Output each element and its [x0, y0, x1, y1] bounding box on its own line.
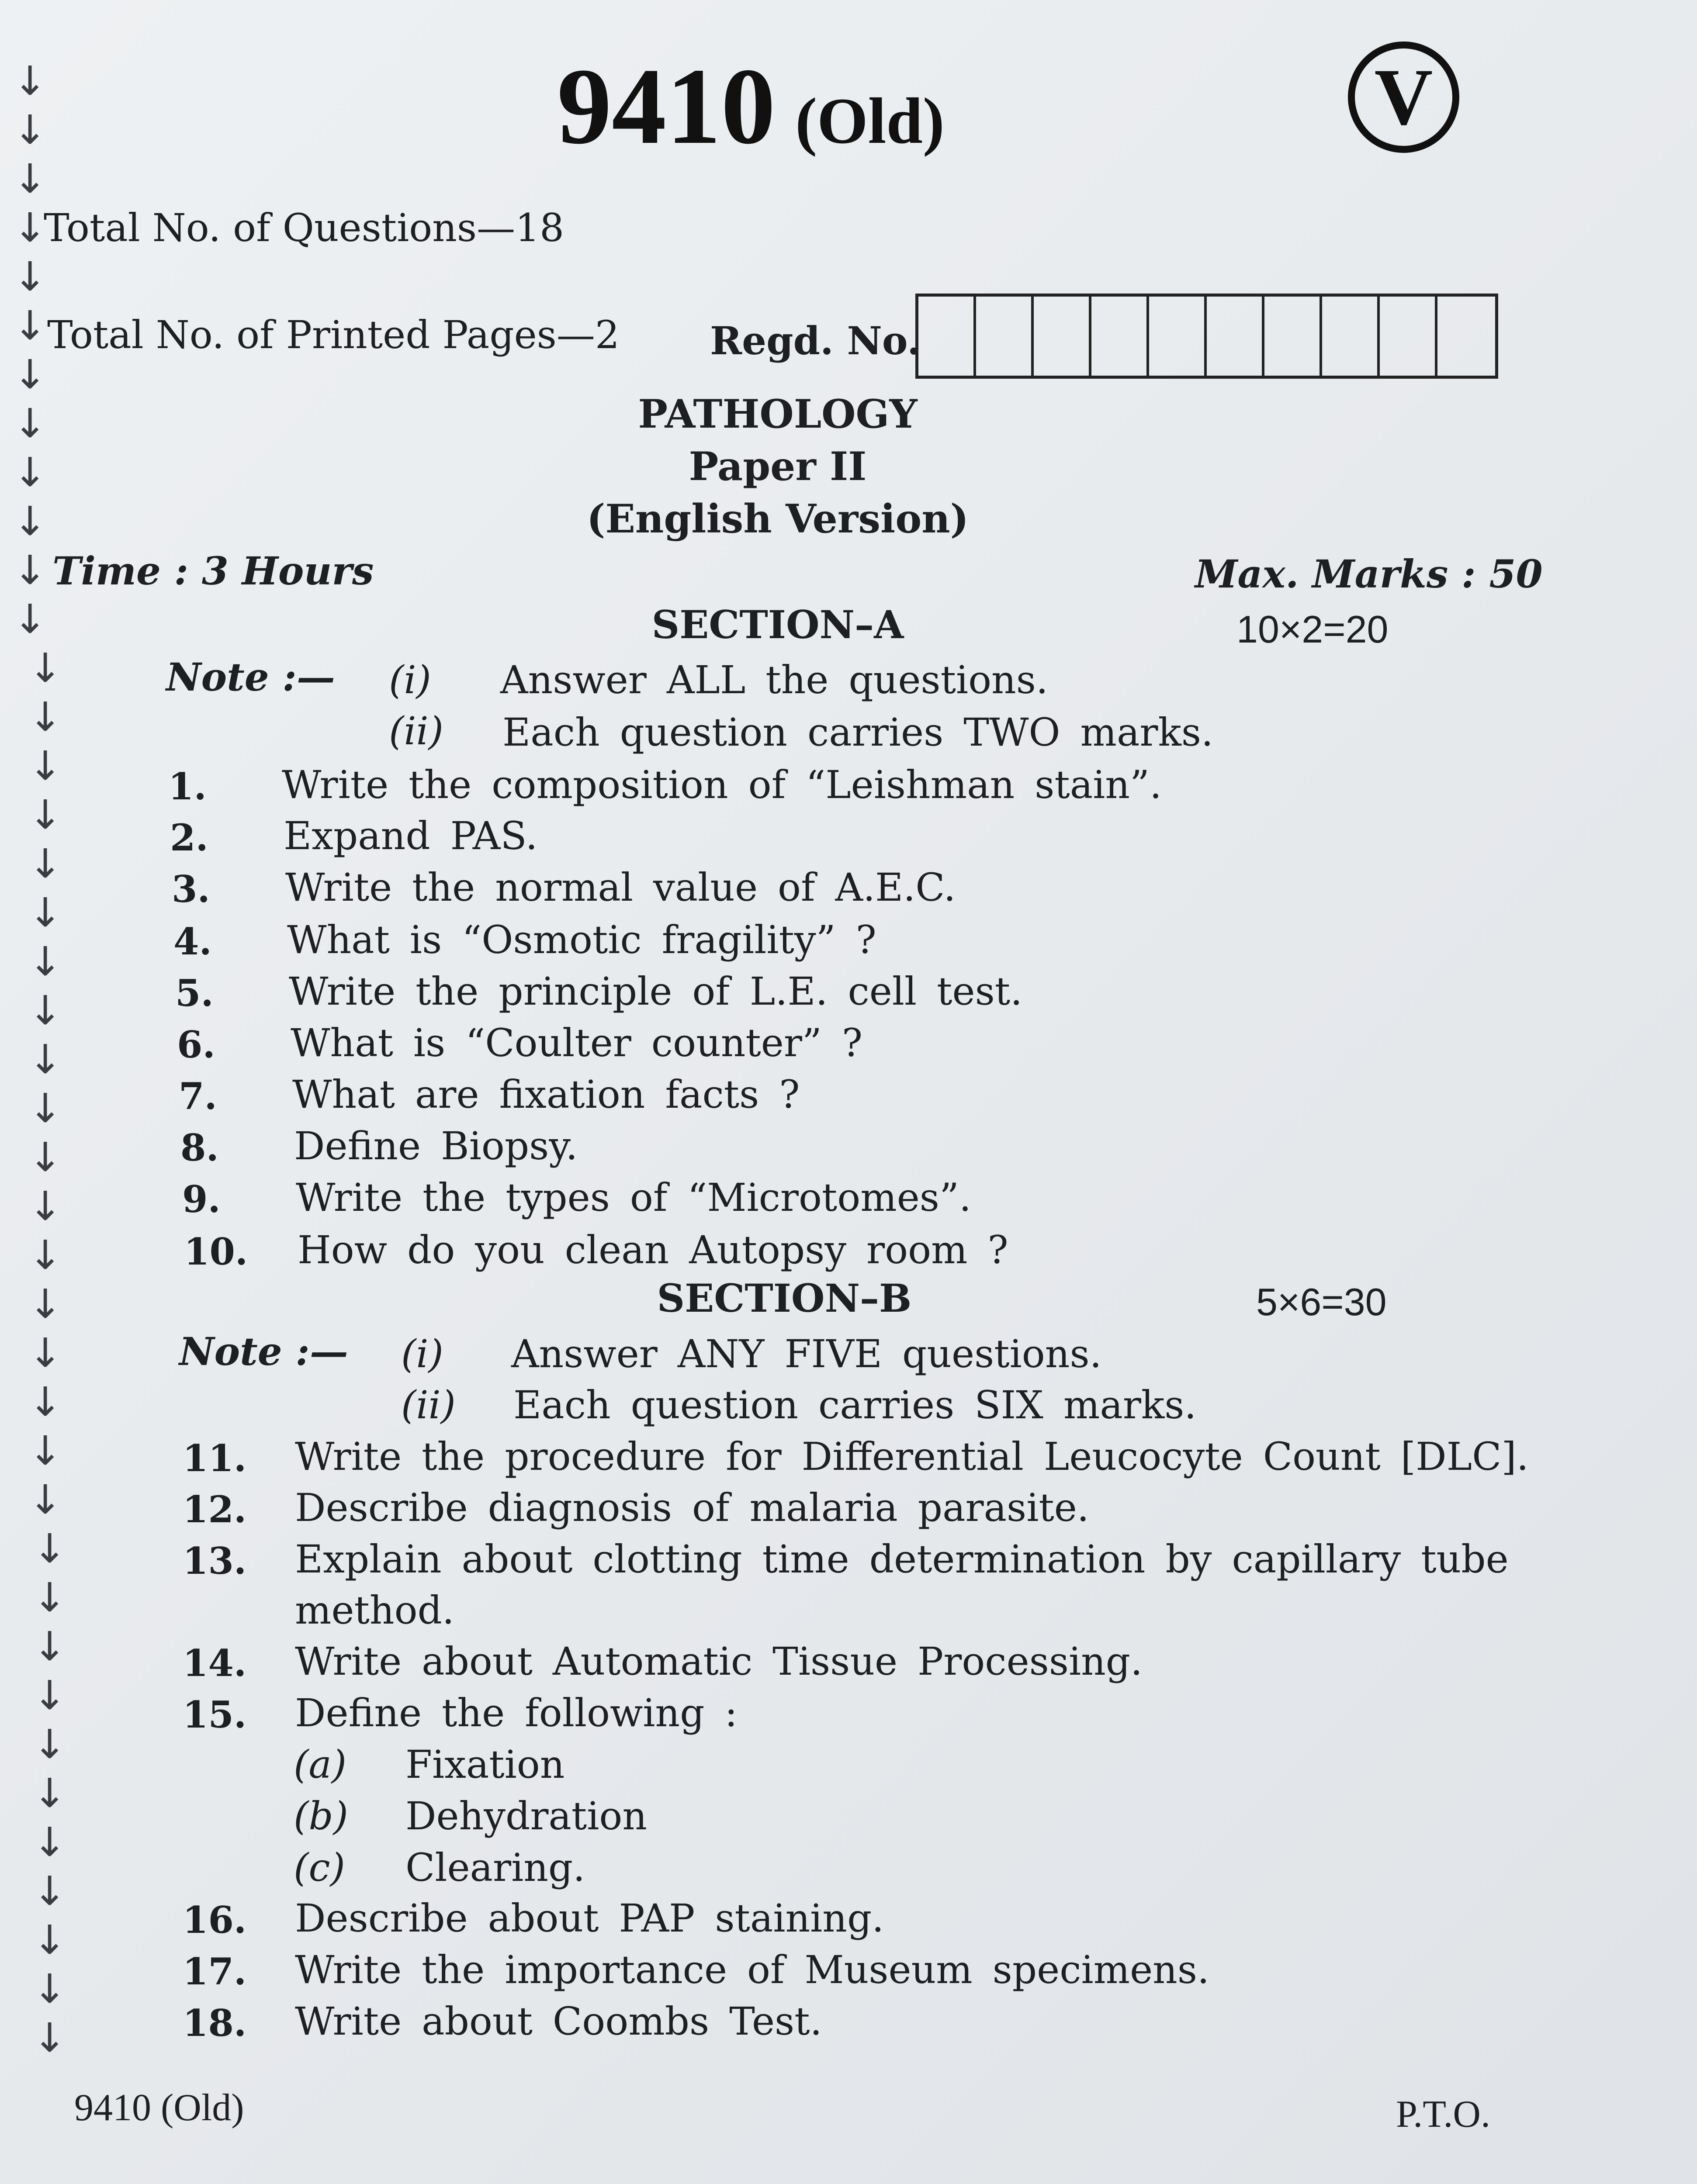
margin-arrow-icon: ↓ [28, 1183, 62, 1230]
margin-arrow-icon: ↓ [28, 840, 62, 887]
margin-arrow-icon: ↓ [13, 107, 47, 153]
section-a-title: SECTION–A [651, 602, 904, 647]
question-text: Write about Coombs Test. [295, 1999, 822, 2044]
margin-arrow-icon: ↓ [28, 1330, 62, 1376]
question-number: 9. [182, 1178, 221, 1221]
margin-arrow-icon: ↓ [13, 596, 47, 643]
question-number: 10. [184, 1230, 248, 1273]
question-number: 1. [168, 765, 207, 808]
margin-arrow-icon: ↓ [13, 58, 47, 104]
margin-arrow-icon: ↓ [28, 645, 62, 691]
question-number: 2. [170, 816, 208, 859]
regd-digit-box[interactable] [1149, 297, 1207, 376]
sub-part-label: (c) [294, 1845, 345, 1890]
question-text: Explain about clotting time determination by capillary tube [295, 1537, 1509, 1582]
question-text: What are fixation facts ? [292, 1072, 800, 1117]
sub-part-text: Dehydration [405, 1794, 648, 1838]
margin-arrow-icon: ↓ [13, 449, 47, 496]
margin-arrow-icon: ↓ [28, 938, 62, 985]
section-a-note-num-2: (ii) [389, 708, 443, 753]
regd-digit-box[interactable] [1034, 297, 1091, 376]
question-text: Expand PAS. [284, 813, 538, 858]
margin-arrow-icon: ↓ [28, 1134, 62, 1181]
subject-title: PATHOLOGY [638, 391, 918, 437]
section-b-marks: 5×6=30 [1256, 1280, 1387, 1324]
question-text: How do you clean Autopsy room ? [298, 1227, 1008, 1272]
margin-arrow-icon: ↓ [13, 204, 47, 251]
question-text: Describe diagnosis of malaria parasite. [295, 1485, 1089, 1530]
question-text: What is “Osmotic fragility” ? [287, 917, 876, 962]
sub-part-text: Clearing. [405, 1845, 585, 1890]
version-language: (English Version) [586, 496, 969, 542]
question-text: Write the principle of L.E. cell test. [289, 969, 1023, 1014]
question-text: Describe about PAP staining. [295, 1896, 884, 1941]
section-b-note-label: Note :— [179, 1329, 348, 1374]
question-text: Write the importance of Museum specimens. [295, 1947, 1209, 1992]
question-number: 6. [177, 1023, 215, 1066]
question-text: Write about Automatic Tissue Processing. [295, 1639, 1143, 1684]
section-a-marks: 10×2=20 [1236, 608, 1389, 651]
sub-part-label: (a) [294, 1742, 347, 1787]
margin-arrow-icon: ↓ [33, 1819, 67, 1866]
margin-arrow-icon: ↓ [33, 1525, 67, 1572]
margin-arrow-icon: ↓ [28, 1476, 62, 1523]
margin-arrow-icon: ↓ [33, 1770, 67, 1817]
question-number: 4. [173, 920, 212, 963]
paper-suffix: (Old) [795, 85, 945, 157]
margin-arrow-icon: ↓ [13, 156, 47, 202]
version-mark-circle [1348, 41, 1459, 153]
margin-arrow-icon: ↓ [33, 1917, 67, 1963]
margin-arrow-icon: ↓ [28, 1427, 62, 1474]
section-b-note-text-2: Each question carries SIX marks. [513, 1382, 1197, 1427]
question-number: 8. [180, 1126, 219, 1169]
margin-arrow-icon: ↓ [28, 1232, 62, 1279]
question-number: 7. [179, 1075, 217, 1118]
margin-arrow-icon: ↓ [33, 1623, 67, 1670]
regd-digit-box[interactable] [976, 297, 1034, 376]
question-text: Write the normal value of A.E.C. [285, 865, 956, 910]
question-number: 16. [183, 1898, 247, 1942]
time-allowed: Time : 3 Hours [52, 548, 374, 594]
section-b-note-num-2: (ii) [401, 1382, 456, 1427]
margin-arrow-icon: ↓ [28, 987, 62, 1034]
footer-code: 9410 (Old) [74, 2087, 244, 2129]
question-text: Write the types of “Microtomes”. [296, 1175, 971, 1220]
regd-digit-box[interactable] [1380, 297, 1437, 376]
sub-part-text: Fixation [405, 1742, 565, 1787]
question-number: 17. [183, 1950, 247, 1993]
question-number: 14. [183, 1641, 247, 1685]
question-number: 11. [183, 1437, 247, 1480]
paper-code-title [557, 44, 945, 169]
margin-arrow-icon: ↓ [28, 1281, 62, 1327]
max-marks: Max. Marks : 50 [1195, 551, 1543, 597]
margin-arrow-icon: ↓ [28, 743, 62, 789]
question-number: 15. [183, 1693, 247, 1736]
margin-arrow-icon: ↓ [28, 694, 62, 740]
margin-arrow-icon: ↓ [28, 791, 62, 838]
section-b-title: SECTION–B [657, 1275, 912, 1321]
paper-code: 9410 [557, 46, 776, 167]
margin-arrow-icon: ↓ [13, 302, 47, 349]
version-mark: V [1374, 52, 1433, 142]
regd-number-boxes[interactable] [915, 294, 1498, 379]
regd-digit-box[interactable] [1207, 297, 1264, 376]
regd-digit-box[interactable] [1437, 297, 1495, 376]
question-text: Define Biopsy. [294, 1123, 578, 1168]
margin-arrow-icon: ↓ [13, 351, 47, 398]
regd-digit-box[interactable] [1264, 297, 1322, 376]
section-a-note-text-2: Each question carries TWO marks. [502, 710, 1213, 755]
regd-digit-box[interactable] [1322, 297, 1380, 376]
section-a-note-label: Note :— [166, 654, 335, 700]
margin-arrow-icon: ↓ [33, 1721, 67, 1768]
section-b-note-num-1: (i) [401, 1331, 443, 1376]
margin-arrow-icon: ↓ [33, 2015, 67, 2061]
margin-arrow-icon: ↓ [13, 400, 47, 447]
margin-arrow-icon: ↓ [28, 1085, 62, 1132]
margin-arrow-icon: ↓ [33, 1574, 67, 1621]
margin-arrow-icon: ↓ [13, 547, 47, 594]
question-text: Define the following : [295, 1690, 738, 1735]
question-number: 12. [183, 1488, 247, 1531]
margin-arrow-icon: ↓ [13, 253, 47, 300]
q13-continuation: method. [295, 1588, 454, 1633]
regd-digit-box[interactable] [918, 297, 976, 376]
question-text: Write the procedure for Differential Leucocyte Count [DLC]. [295, 1434, 1529, 1479]
regd-label: Regd. No. [710, 318, 921, 363]
regd-digit-box[interactable] [1091, 297, 1149, 376]
margin-arrow-icon: ↓ [33, 1868, 67, 1914]
question-number: 5. [175, 971, 214, 1015]
section-a-note-text-1: Answer ALL the questions. [500, 657, 1048, 702]
total-pages: Total No. of Printed Pages—2 [47, 312, 620, 357]
footer-pto: P.T.O. [1396, 2093, 1490, 2136]
question-number: 3. [172, 867, 210, 911]
question-text: What is “Coulter counter” ? [291, 1020, 863, 1065]
question-text: Write the composition of “Leishman stain”. [282, 762, 1162, 807]
question-number: 18. [183, 2001, 247, 2045]
sub-part-label: (b) [294, 1794, 348, 1838]
section-a-note-num-1: (i) [389, 657, 431, 702]
margin-arrow-icon: ↓ [28, 889, 62, 936]
margin-arrow-icon: ↓ [33, 1966, 67, 2012]
margin-arrow-icon: ↓ [33, 1672, 67, 1719]
paper-number: Paper II [689, 443, 867, 490]
question-number: 13. [183, 1539, 247, 1583]
total-questions: Total No. of Questions—18 [44, 205, 565, 250]
section-b-note-text-1: Answer ANY FIVE questions. [511, 1331, 1102, 1376]
margin-arrow-icon: ↓ [28, 1379, 62, 1425]
margin-arrow-icon: ↓ [28, 1036, 62, 1083]
margin-arrow-icon: ↓ [13, 498, 47, 545]
